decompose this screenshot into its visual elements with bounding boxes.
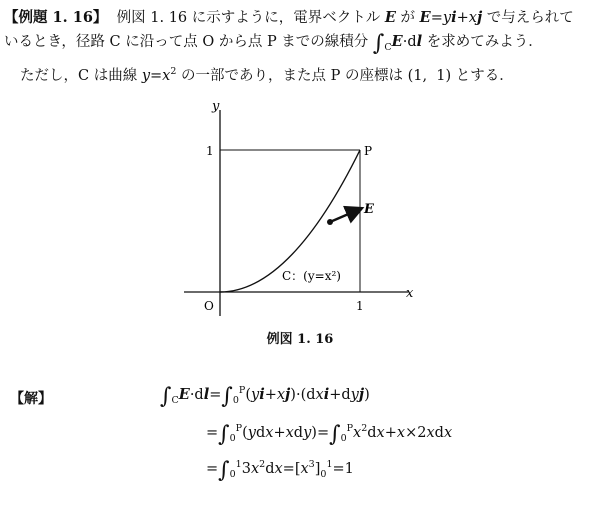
curve-label: C：(y=x²) xyxy=(282,269,341,283)
solution-label: 【解】 xyxy=(10,391,52,407)
solution-eq-3: $=\int_0^13x^2dx=[x^3]_0^1=1$ xyxy=(206,458,354,483)
point-p-label: P xyxy=(364,144,373,158)
figure-caption: 例図 1. 16 xyxy=(266,332,334,347)
problem-line-1 xyxy=(4,6,596,30)
problem-line-3: ただし，C は曲線 $y=x^2$ の一部であり，また点 P の座標は (1, 1) とする． xyxy=(20,65,514,84)
solution-eq-2: $=\int_0^P(ydx+xdy)=\int_0^Px^2dx+x\times 2xdx$ xyxy=(206,422,453,447)
y-tick-1: 1 xyxy=(206,144,214,158)
x-tick-1: 1 xyxy=(356,299,364,313)
problem-text-1: 例図 1. 16 に示すように，電界ベクトル E が E=yi+xj で与えられて xyxy=(116,9,574,26)
vector-e-arrow xyxy=(330,209,360,222)
y-axis-label: y xyxy=(212,99,220,114)
problem-label: 【例題 1. 16】 xyxy=(4,9,108,26)
vector-e-label: E xyxy=(364,202,374,217)
problem-statement xyxy=(4,6,596,88)
origin-label: O xyxy=(204,299,214,313)
x-axis-label: x xyxy=(406,286,414,301)
figure xyxy=(170,98,430,320)
solution-eq-1: $\int_CE\cdot dl=\int_0^P(yi+xj)\cdot(dxi+dyj)$ xyxy=(160,384,370,409)
problem-line-2: いるとき，径路 C に沿って点 O から点 P までの線積分 $\int_CE\cdot dl$ を求めてみよう． xyxy=(4,31,543,56)
